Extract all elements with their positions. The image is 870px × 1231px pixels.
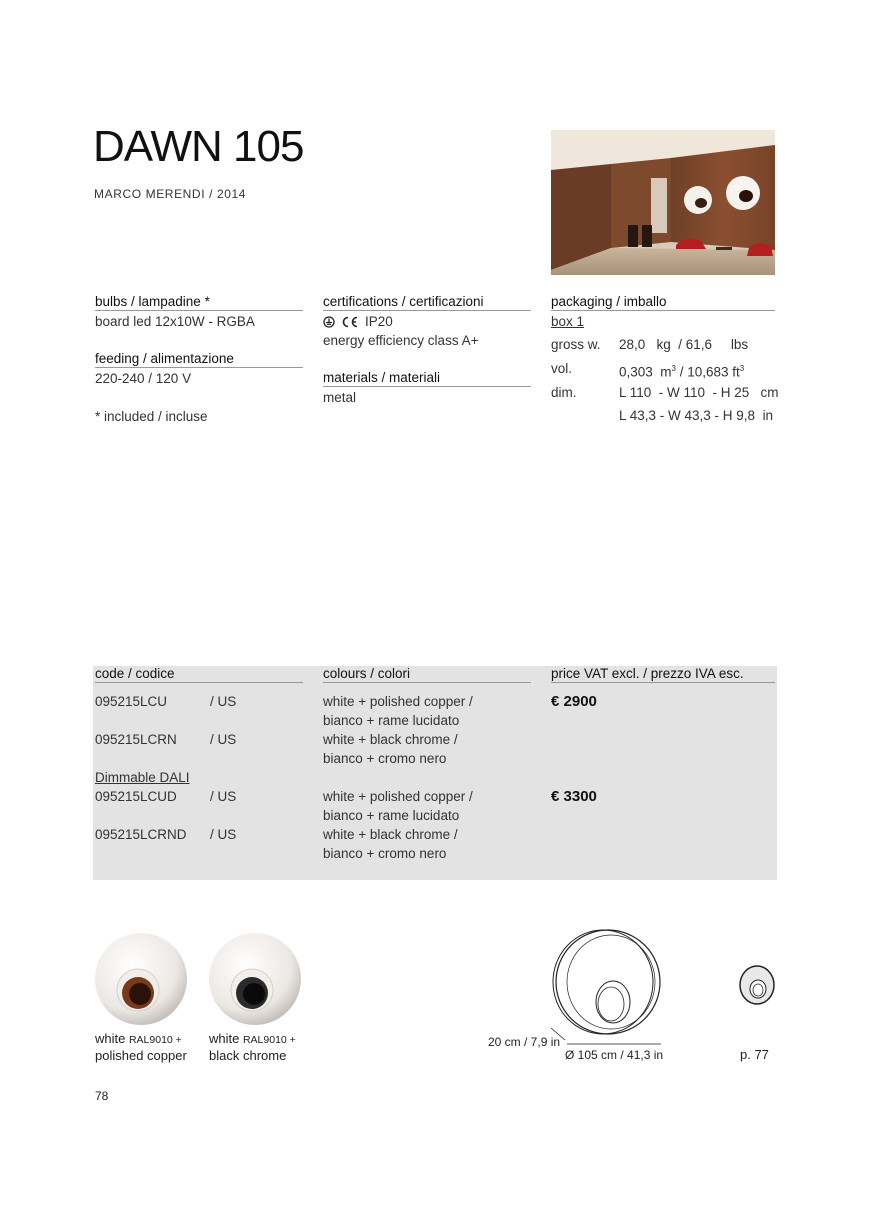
page-title: DAWN 105 bbox=[93, 122, 304, 171]
table-row-colour-it: bianco + rame lucidato bbox=[323, 713, 460, 728]
finish-white: white bbox=[95, 1031, 129, 1046]
materials-header: materials / materiali bbox=[323, 370, 531, 387]
volume-value: 0,303 $m^3 / 10,683$ $ft^3$ bbox=[619, 364, 745, 380]
page-reference[interactable]: p. 77 bbox=[740, 1047, 769, 1062]
table-row-price: € 2900 bbox=[551, 693, 597, 710]
table-row-colour-en: white + black chrome / bbox=[323, 732, 458, 747]
packaging-header: packaging / imballo bbox=[551, 294, 775, 311]
materials-value: metal bbox=[323, 390, 357, 405]
certifications-row bbox=[323, 312, 531, 331]
volume-metric: 0,303 m bbox=[619, 364, 672, 380]
table-row-suffix: / US bbox=[210, 694, 237, 709]
finish-swatch-copper bbox=[94, 932, 188, 1026]
table-row-price: € 3300 bbox=[551, 788, 597, 805]
product-photo bbox=[551, 130, 775, 275]
finish-white: white bbox=[209, 1031, 243, 1046]
finish-name: black chrome bbox=[209, 1048, 287, 1063]
table-row-colour-en: white + black chrome / bbox=[323, 827, 458, 842]
dimension-cm: L 110 - W 110 - H 25 cm bbox=[619, 385, 779, 400]
table-row-colour-it: bianco + cromo nero bbox=[323, 846, 447, 861]
table-row-code: 095215LCRN bbox=[95, 732, 177, 747]
finish-caption-copper bbox=[95, 1031, 187, 1064]
table-row-colour-en: white + polished copper / bbox=[323, 789, 473, 804]
page-number: 78 bbox=[95, 1089, 109, 1103]
bulbs-header: bulbs / lampadine * bbox=[95, 294, 303, 311]
gross-weight-label: gross w. bbox=[551, 337, 601, 352]
table-row-colour-it: bianco + cromo nero bbox=[323, 751, 447, 766]
price-header: price VAT excl. / prezzo IVA esc. bbox=[551, 666, 775, 683]
table-row-code: 095215LCU bbox=[95, 694, 168, 709]
feeding-value: 220-240 / 120 V bbox=[95, 371, 192, 386]
table-row-suffix: / US bbox=[210, 732, 237, 747]
certifications-header: certifications / certificazioni bbox=[323, 294, 531, 311]
dimension-label: dim. bbox=[551, 385, 577, 400]
finish-swatch-chrome bbox=[208, 932, 302, 1026]
packaging-table bbox=[551, 335, 779, 425]
lamp-reference-icon bbox=[738, 964, 776, 1006]
ip-rating: IP20 bbox=[365, 314, 393, 329]
dimension-in: L 43,3 - W 43,3 - H 9,8 in bbox=[619, 408, 774, 423]
finish-ral: RAL9010 + bbox=[242, 1034, 296, 1046]
colours-header: colours / colori bbox=[323, 666, 531, 683]
table-row-suffix: / US bbox=[210, 789, 237, 804]
table-row-suffix: / US bbox=[210, 827, 237, 842]
feeding-header: feeding / alimentazione bbox=[95, 351, 303, 368]
table-row-code: 095215LCRND bbox=[95, 827, 187, 842]
finish-ral: RAL9010 + bbox=[128, 1034, 182, 1046]
depth-dimension: 20 cm / 7,9 in bbox=[488, 1035, 561, 1049]
dali-label: Dimmable DALI bbox=[95, 770, 190, 785]
included-note: * included / incluse bbox=[95, 409, 208, 424]
code-header: code / codice bbox=[95, 666, 303, 683]
designer-credit: MARCO MERENDI / 2014 bbox=[94, 187, 247, 201]
ce-mark-icon bbox=[341, 316, 359, 328]
table-row-colour-it: bianco + rame lucidato bbox=[323, 808, 460, 823]
table-row-colour-en: white + polished copper / bbox=[323, 694, 473, 709]
volume-imperial: / 10,683 ft bbox=[675, 364, 740, 380]
volume-label: vol. bbox=[551, 361, 573, 376]
gross-weight-value: 28,0 kg / 61,6 lbs bbox=[619, 337, 749, 352]
finish-caption-chrome bbox=[209, 1031, 296, 1064]
diameter-dimension: Ø 105 cm / 41,3 in bbox=[565, 1048, 664, 1062]
bulbs-value: board led 12x10W - RGBA bbox=[95, 314, 255, 329]
finish-name: polished copper bbox=[95, 1048, 187, 1063]
energy-class: energy efficiency class A+ bbox=[323, 333, 479, 348]
technical-drawing bbox=[545, 928, 665, 1048]
box-label: box 1 bbox=[551, 314, 585, 329]
earth-symbol-icon bbox=[323, 316, 335, 328]
table-row-code: 095215LCUD bbox=[95, 789, 177, 804]
